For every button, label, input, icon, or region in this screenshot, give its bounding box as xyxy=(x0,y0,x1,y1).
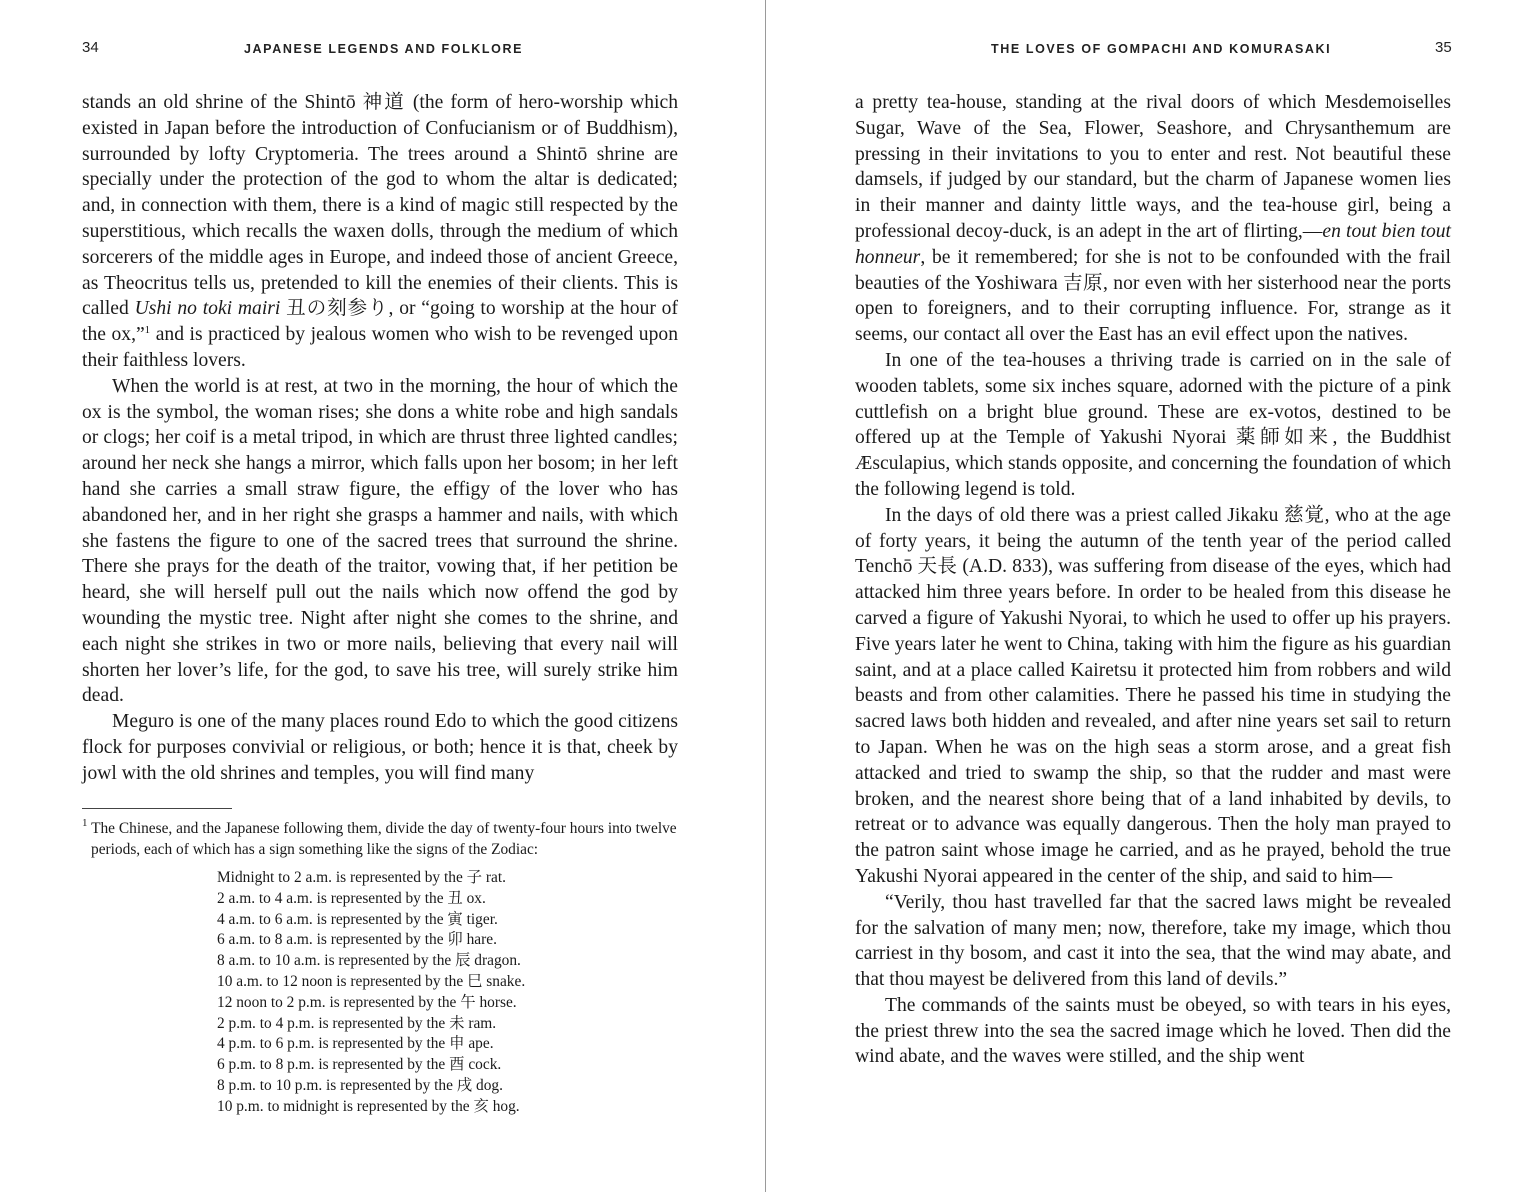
left-paragraph-1 xyxy=(82,90,678,374)
page-gutter-divider xyxy=(765,0,766,1192)
footnote-paragraph xyxy=(82,818,678,860)
right-page xyxy=(767,0,1532,1192)
right-p1-text-b: , be it remembered; for she is not to be confounded with the frail beauties of the Yoshiwara 吉原, nor even with her sisterhood near the ports open to foreigners, and to their corrupting influence. For, strange as it seems, our contact all over the East has an evil effect upon the natives. xyxy=(855,246,1451,346)
footnote-reference[interactable]: 1 xyxy=(144,324,151,337)
zodiac-hour-line: 8 p.m. to 10 p.m. is represented by the 戌 dog. xyxy=(217,1076,503,1094)
right-body-text xyxy=(855,90,1451,1070)
right-paragraph-4: “Verily, thou hast travelled far that the sacred laws might be revealed for the salvation of many men; now, therefore, take my image, which thou carriest in thy bosom, and cast it into the sea, that the wind may abate, and that thou mayest be delivered from this land of devils.” xyxy=(855,891,1451,991)
left-p1-text-c: and is practiced by jealous women who wish to be revenged upon their faithless lovers. xyxy=(82,324,678,371)
zodiac-hour-line: 4 a.m. to 6 a.m. is represented by the 寅 tiger. xyxy=(217,910,498,928)
zodiac-hour-line: 8 a.m. to 10 a.m. is represented by the 辰 dragon. xyxy=(217,952,521,970)
right-paragraph-5: The commands of the saints must be obeyed, so with tears in his eyes, the priest threw into the sea the sacred image which he loved. Then did the wind abate, and the waves were stilled, and the ship went xyxy=(855,994,1451,1068)
footnote-marker: 1 xyxy=(82,817,88,829)
left-page xyxy=(0,0,765,1192)
left-paragraph-2: When the world is at rest, at two in the morning, the hour of which the ox is the symbol, the woman rises; she dons a white robe and high sandals or clogs; her coif is a metal tripod, in which are thrust three lighted candles; around her neck she hangs a mirror, which falls upon her bosom; in her left hand she carries a small straw figure, the effigy of the lover who has abandoned her, and in her right she grasps a hammer and nails, with which she fastens the figure to one of the sacred trees that surround the shrine. There she prays for the death of the traitor, vowing that, if her petition be heard, she will herself pull out the nails which now offend the god by wounding the mystic tree. Night after night she comes to the shrine, and each night she strikes in two or more nails, believing that every nail will shorten her lover’s life, for the god, to save his tree, will surely strike him dead. xyxy=(82,375,678,707)
right-paragraph-3: In the days of old there was a priest called Jikaku 慈覚, who at the age of forty years, it being the autumn of the tenth year of the period called Tenchō 天長 (A.D. 833), was suffering from disease of the eyes, which had attacked him three years before. In order to be healed from this disease he carved a figure of Yakushi Nyorai, to which he used to offer up his prayers. Five years later he went to China, taking with him the figure as his guardian saint, and at a place called Kairetsu it protected him from robbers and wild beasts and from other calamities. There he passed his time in studying the sacred laws both hidden and revealed, and after nine years set sail to return to Japan. When he was on the high seas a storm arose, and a great fish attacked and tried to swamp the ship, so that the rudder and mast were broken, and the nearest shore being that of a land inhabited by devils, to retreat or to advance was equally dangerous. Then the holy man prayed to the patron saint whose image he carried, and as he prayed, behold the true Yakushi Nyorai appeared in the center of the ship, and said to him— xyxy=(855,504,1451,887)
right-paragraph-1 xyxy=(855,90,1451,348)
left-body-text xyxy=(82,90,678,787)
zodiac-hour-line: 10 p.m. to midnight is represented by the 亥 hog. xyxy=(217,1097,520,1115)
zodiac-hours-list xyxy=(217,868,677,1118)
running-head-left: JAPANESE LEGENDS AND FOLKLORE xyxy=(244,42,524,56)
left-paragraph-3: Meguro is one of the many places round Edo to which the good citizens flock for purposes convivial or religious, or both; hence it is that, cheek by jowl with the old shrines and temples, you will find many xyxy=(82,711,678,784)
footnote xyxy=(82,818,678,860)
running-head-right: THE LOVES OF GOMPACHI AND KOMURASAKI xyxy=(991,42,1332,56)
zodiac-hour-line: 6 a.m. to 8 a.m. is represented by the 卯 hare. xyxy=(217,931,497,949)
zodiac-hour-line: 2 a.m. to 4 a.m. is represented by the 丑 ox. xyxy=(217,889,486,907)
footnote-text: The Chinese, and the Japanese following them, divide the day of twenty-four hours into twelve periods, each of which has a sign something like the signs of the Zodiac: xyxy=(91,820,677,858)
footnote-rule xyxy=(82,808,232,809)
right-p1-text-a: a pretty tea-house, standing at the rival doors of which Mesdemoiselles Sugar, Wave of the Sea, Flower, Seashore, and Chrysanthemum are pressing in their invitations to you to enter and rest. Not beautiful these damsels, if judged by our standard, but the charm of Japanese women lies in their manner and dainty little ways, and the tea-house girl, being a professional decoy-duck, is an adept in the art of flirting,— xyxy=(855,92,1451,242)
zodiac-hour-line: 10 a.m. to 12 noon is represented by the 巳 snake. xyxy=(217,972,526,990)
zodiac-hour-line: 2 p.m. to 4 p.m. is represented by the 未 ram. xyxy=(217,1014,497,1032)
zodiac-hour-line: Midnight to 2 a.m. is represented by the 子 rat. xyxy=(217,869,506,886)
left-p1-text-b: 丑の刻参り, or “going to worship at the hour of the ox,” xyxy=(82,298,678,346)
right-p1-italic: en tout bien tout honneur xyxy=(855,220,1451,268)
zodiac-hour-line: 12 noon to 2 p.m. is represented by the 午 horse. xyxy=(217,993,517,1011)
zodiac-hour-line: 6 p.m. to 8 p.m. is represented by the 酉 cock. xyxy=(217,1056,502,1074)
right-paragraph-2: In one of the tea-houses a thriving trade is carried on in the sale of wooden tablets, some six inches square, adorned with the picture of a pink cuttlefish on a bright blue ground. These are ex-votos, destined to be offered up at the Temple of Yakushi Nyorai 薬師如来, the Buddhist Æsculapius, which stands opposite, and concerning the foundation of which the following legend is told. xyxy=(855,349,1451,500)
left-p1-text-a: stands an old shrine of the Shintō 神道 (the form of hero-worship which existed in Japan before the introduction of Confucianism or of Buddhism), surrounded by lofty Cryptomeria. The trees around a Shintō shrine are specially under the protection of the god to whom the altar is dedicated; and, in connection with them, there is a kind of magic still respected by the superstitious, which recalls the waxen dolls, through the medium of which sorcerers of the middle ages in Europe, and indeed those of ancient Greece, as Theocritus tells us, pretended to kill the enemies of their clients. This is called xyxy=(82,92,678,320)
page-number-right: 35 xyxy=(1435,39,1452,56)
zodiac-hour-line: 4 p.m. to 6 p.m. is represented by the 申 ape. xyxy=(217,1035,494,1053)
page-number-left: 34 xyxy=(82,39,99,56)
left-p1-italic: Ushi no toki mairi xyxy=(134,298,281,320)
